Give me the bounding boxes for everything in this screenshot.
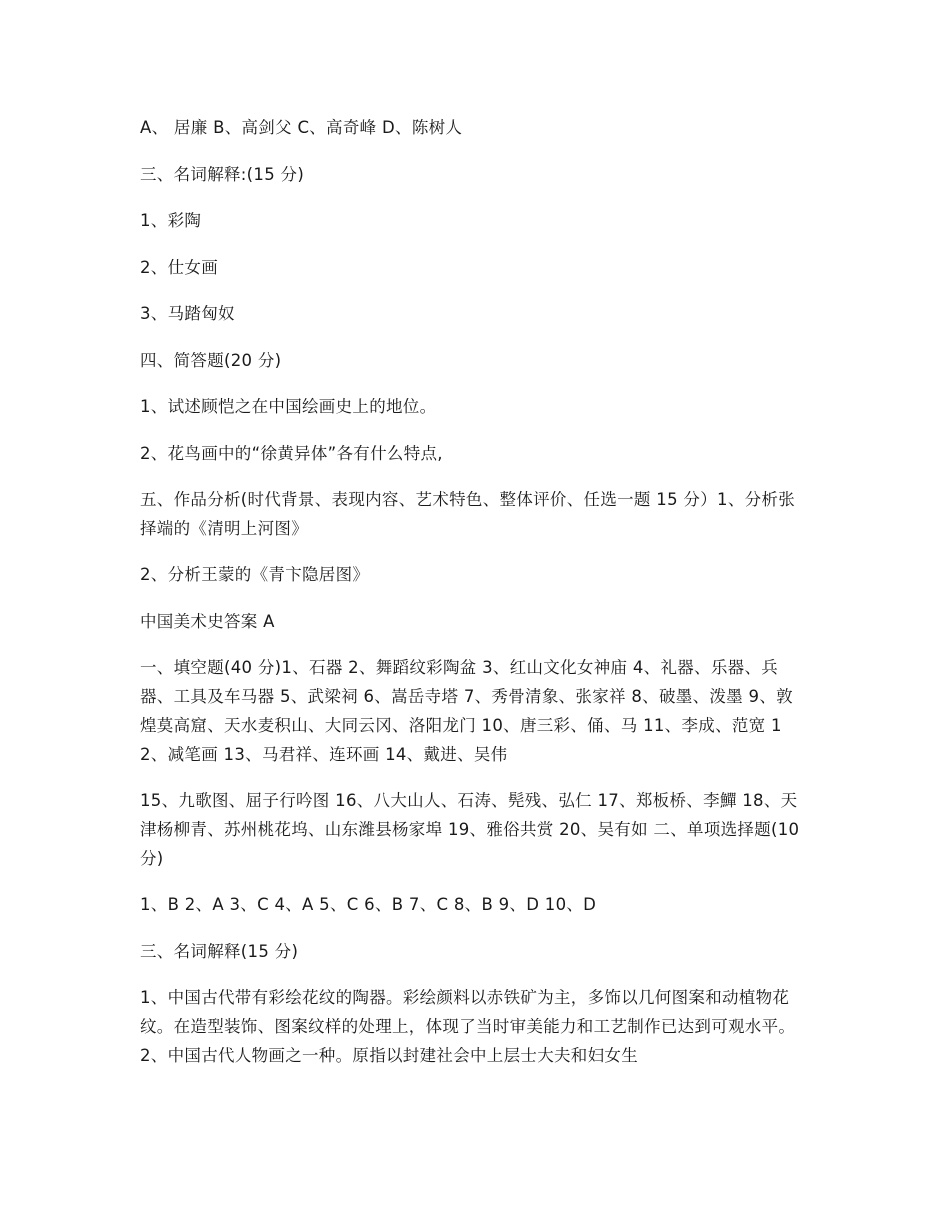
section-heading-work-analysis: 五、作品分析(时代背景、表现内容、艺术特色、整体评价、任选一题 15 分）1、分析张择端的《清明上河图》 — [140, 490, 796, 538]
question-item: 2、仕女画 — [140, 257, 218, 277]
choice-options-line: A、 居廉 B、高剑父 C、高奇峰 D、陈树人 — [140, 118, 463, 137]
section-heading-short-answer: 四、简答题(20 分) — [140, 350, 282, 370]
answer-section-heading-term-explanation: 三、名词解释(15 分) — [140, 941, 299, 961]
answer-title: 中国美术史答案 A — [140, 611, 275, 631]
answer-fill-in-blank: 一、填空题(40 分)1、石器 2、舞蹈纹彩陶盆 3、红山文化女神庙 4、礼器、乐器、兵器、工具及车马器 5、武梁祠 6、嵩岳寺塔 7、秀骨清象、张家祥 8、破墨、泼墨 9、敦煌莫高窟、天水麦积山、大同云冈、洛阳龙门 10、唐三彩、俑、马 11、李成、范宽 12、减笔画 13、马君祥、连环画 14、戴进、吴伟 — [140, 658, 793, 764]
answer-single-choice: 1、B 2、A 3、C 4、A 5、C 6、B 7、C 8、B 9、D 10、D — [140, 895, 597, 914]
document-page — [140, 113, 805, 1087]
answer-fill-in-blank-continued: 15、九歌图、屈子行吟图 16、八大山人、石涛、髡残、弘仁 17、郑板桥、李鱓 18、天津杨柳青、苏州桃花坞、山东潍县杨家埠 19、雅俗共赏 20、吴有如 二、单项选择题(10 分) — [140, 791, 800, 868]
question-item: 1、试述顾恺之在中国绘画史上的地位。 — [140, 397, 437, 416]
section-heading-term-explanation: 三、名词解释:(15 分) — [140, 164, 305, 184]
question-item: 1、彩陶 — [140, 211, 202, 230]
answer-term-explanation: 1、中国古代带有彩绘花纹的陶器。彩绘颜料以赤铁矿为主，多饰以几何图案和动植物花纹。在造型装饰、图案纹样的处理上，体现了当时审美能力和工艺制作已达到可观水平。 2、中国古代人物画之一种。原指以封建社会中上层士大夫和妇女生 — [140, 988, 796, 1065]
question-item: 2、分析王蒙的《青卞隐居图》 — [140, 565, 370, 584]
question-item: 2、花鸟画中的“徐黄异体”各有什么特点, — [140, 443, 443, 463]
question-item: 3、马踏匈奴 — [140, 304, 235, 323]
